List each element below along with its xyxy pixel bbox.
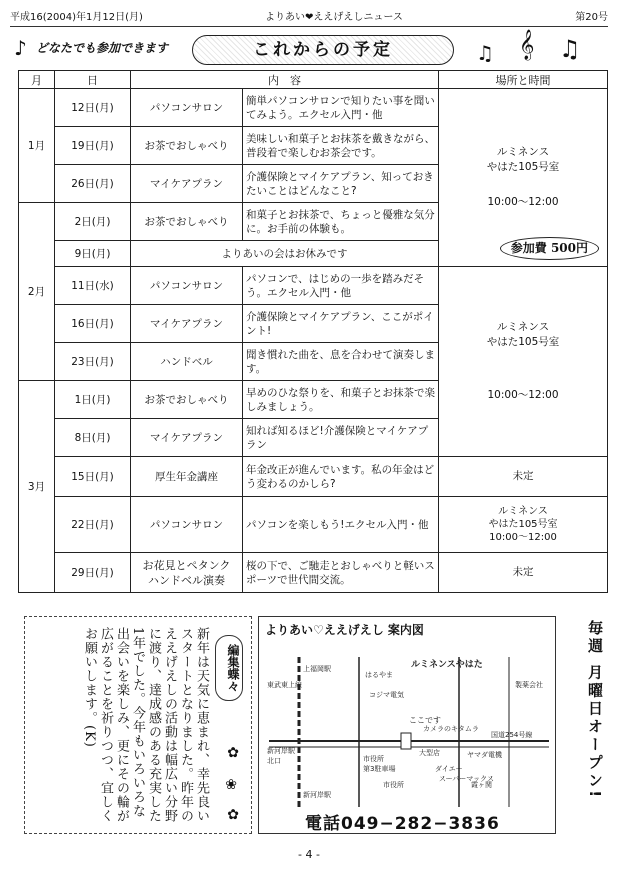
day-cell: 12日(月): [55, 89, 131, 127]
place-cell: 未定: [439, 457, 608, 497]
event-cell: お茶でおしゃべり: [131, 381, 243, 419]
desc-cell: 美味しい和菓子とお抹茶を戴きながら、普段着で楽しむお茶会です。: [243, 127, 439, 165]
issue-date: 平成16(2004)年1月12日(月): [10, 12, 143, 23]
desc-cell: 知れば知るほど!介護保険とマイケアプラン: [243, 419, 439, 457]
music-note-icon: ♪: [14, 36, 27, 60]
phone-number: 電話049−282−3836: [305, 814, 500, 834]
place-time: 10:00〜12:00: [487, 389, 559, 401]
map-label: スーパーマックス: [439, 775, 494, 783]
map-label: 上福岡駅: [303, 665, 331, 673]
map-label: 新河岸駅: [303, 791, 331, 799]
event-cell: マイケアプラン: [131, 419, 243, 457]
place-name: ルミネンス: [498, 506, 548, 517]
col-header-content: 内 容: [131, 71, 439, 89]
flower-icon: ❀: [225, 777, 237, 793]
table-row: [19, 457, 608, 497]
event-cell: お茶でおしゃべり: [131, 203, 243, 241]
closed-notice: [131, 241, 439, 267]
month-cell: 3月: [19, 381, 55, 593]
desc-cell: 介護保険とマイケアプラン、知っておきたいことはどんなこと?: [243, 165, 439, 203]
day-cell: 1日(月): [55, 381, 131, 419]
day-cell: 22日(月): [55, 497, 131, 553]
place-cell: [439, 497, 608, 553]
map-label: はるやま: [365, 671, 393, 679]
banner-title: これからの予定: [192, 35, 454, 65]
editor-note-box: [24, 616, 252, 834]
desc-cell: パソコンを楽しもう!エクセル入門・他: [243, 497, 439, 553]
place-room: やはた105号室: [486, 336, 560, 348]
day-cell: 11日(水): [55, 267, 131, 305]
place-room: やはた105号室: [486, 161, 560, 173]
map-label: コジマ電気: [369, 691, 404, 699]
issue-number: 第20号: [575, 12, 608, 23]
closed-text: よりあいの会はお休みです: [221, 248, 348, 260]
desc-cell: 簡単パソコンサロンで知りたい事を聞いてみよう。エクセル入門・他: [243, 89, 439, 127]
flower-icon: ✿: [227, 807, 239, 823]
day-cell: 9日(月): [55, 241, 131, 267]
newsletter-title: よりあい❤ええげえしニュース: [265, 12, 403, 23]
desc-cell: 年金改正が進んでいます。私の年金はどう変わるのかしら?: [243, 457, 439, 497]
event-cell: パソコンサロン: [131, 267, 243, 305]
map-label: 霞ヶ関: [471, 781, 492, 789]
desc-cell: 早めのひな祭りを、和菓子とお抹茶で楽しみましょう。: [243, 381, 439, 419]
music-note-icon: ♫: [559, 35, 581, 63]
banner-subtitle: どなたでも参加できます: [36, 41, 169, 55]
map-label: 国道254号線: [491, 731, 533, 739]
map-label: ルミネンスやはた: [411, 660, 483, 670]
col-header-place: 場所と時間: [439, 71, 608, 89]
place-cell: 未定: [439, 553, 608, 593]
day-cell: 29日(月): [55, 553, 131, 593]
place-name: ルミネンス: [496, 321, 550, 333]
map-label: 北口: [267, 757, 281, 765]
table-row: [19, 497, 608, 553]
place-name: ルミネンス: [496, 146, 550, 158]
map-label: 大型店: [419, 749, 440, 757]
page-number: - 4 -: [298, 848, 320, 861]
map-label: カメラのキタムラ: [423, 725, 479, 733]
schedule-banner: [14, 30, 614, 69]
flower-icon: ✿: [227, 745, 239, 761]
place-room: やはた105号室: [488, 519, 558, 530]
treble-clef-icon: 𝄞: [519, 30, 535, 60]
day-cell: 15日(月): [55, 457, 131, 497]
month-cell: 1月: [19, 89, 55, 203]
weekly-open-notice: 毎週 月曜日オープン!: [586, 620, 604, 801]
col-header-day: 日: [55, 71, 131, 89]
map-label: 東武東上線: [267, 681, 302, 689]
map-label: ヤマダ電機: [467, 751, 502, 759]
event-cell: パソコンサロン: [131, 497, 243, 553]
map-label: 市役所: [383, 781, 404, 789]
day-cell: 16日(月): [55, 305, 131, 343]
day-cell: 19日(月): [55, 127, 131, 165]
header-rule: [10, 26, 608, 27]
map-label: 製薬会社: [515, 681, 543, 689]
event-cell: マイケアプラン: [131, 305, 243, 343]
event-cell: [131, 553, 243, 593]
map-label: ここです: [409, 716, 441, 725]
desc-cell: パソコンで、はじめの一歩を踏みだそう。エクセル入門・他: [243, 267, 439, 305]
event-line: ハンドベル演奏: [148, 573, 225, 587]
fee-badge: 参加費 500円: [500, 237, 599, 260]
day-cell: 2日(月): [55, 203, 131, 241]
day-cell: 26日(月): [55, 165, 131, 203]
place-time: 10:00〜12:00: [487, 196, 559, 208]
day-cell: 23日(月): [55, 343, 131, 381]
table-row: [19, 89, 608, 127]
event-cell: マイケアプラン: [131, 165, 243, 203]
map-title: よりあい♡ええげえし 案内図: [265, 623, 424, 637]
editor-badge: 編集蝶々: [215, 635, 243, 701]
map-label: ダイエー: [435, 765, 463, 773]
editor-text: 新年は天気に恵まれ、幸先良いスタートとなりました。昨年のええげえしの活動は幅広い分野に渡り、達成感のある充実した1年でした。今年もいろいろな出会いを楽しみ、更にその輪が広がることを祈りつつ、宜しくお願いします。(K): [82, 627, 209, 823]
table-row: [19, 553, 608, 593]
event-line: お花見とペタンク: [142, 558, 231, 572]
event-cell: ハンドベル: [131, 343, 243, 381]
map-label: 市役所: [363, 755, 384, 763]
schedule-table: [18, 70, 608, 593]
table-row: [19, 267, 608, 305]
guide-map: [259, 637, 555, 809]
page-header: [10, 6, 608, 24]
desc-cell: 介護保険とマイケアプラン、ここがポイント!: [243, 305, 439, 343]
event-cell: パソコンサロン: [131, 89, 243, 127]
map-box: [258, 616, 556, 834]
event-cell: 厚生年金講座: [131, 457, 243, 497]
desc-cell: 桜の下で、ご馳走とおしゃべりと軽いスポーツで世代間交流。: [243, 553, 439, 593]
col-header-month: 月: [19, 71, 55, 89]
day-cell: 8日(月): [55, 419, 131, 457]
event-cell: お茶でおしゃべり: [131, 127, 243, 165]
map-label: 新河岸駅: [267, 747, 295, 755]
place-time: 10:00〜12:00: [489, 532, 557, 543]
desc-cell: 聞き慣れた曲を、息を合わせて演奏します。: [243, 343, 439, 381]
place-cell: [439, 241, 608, 457]
desc-cell: 和菓子とお抹茶で、ちょっと優雅な気分に。お手前の体験も。: [243, 203, 439, 241]
music-note-icon: ♫: [476, 41, 494, 65]
month-cell: 2月: [19, 203, 55, 381]
map-label: 第3駐車場: [363, 765, 396, 773]
